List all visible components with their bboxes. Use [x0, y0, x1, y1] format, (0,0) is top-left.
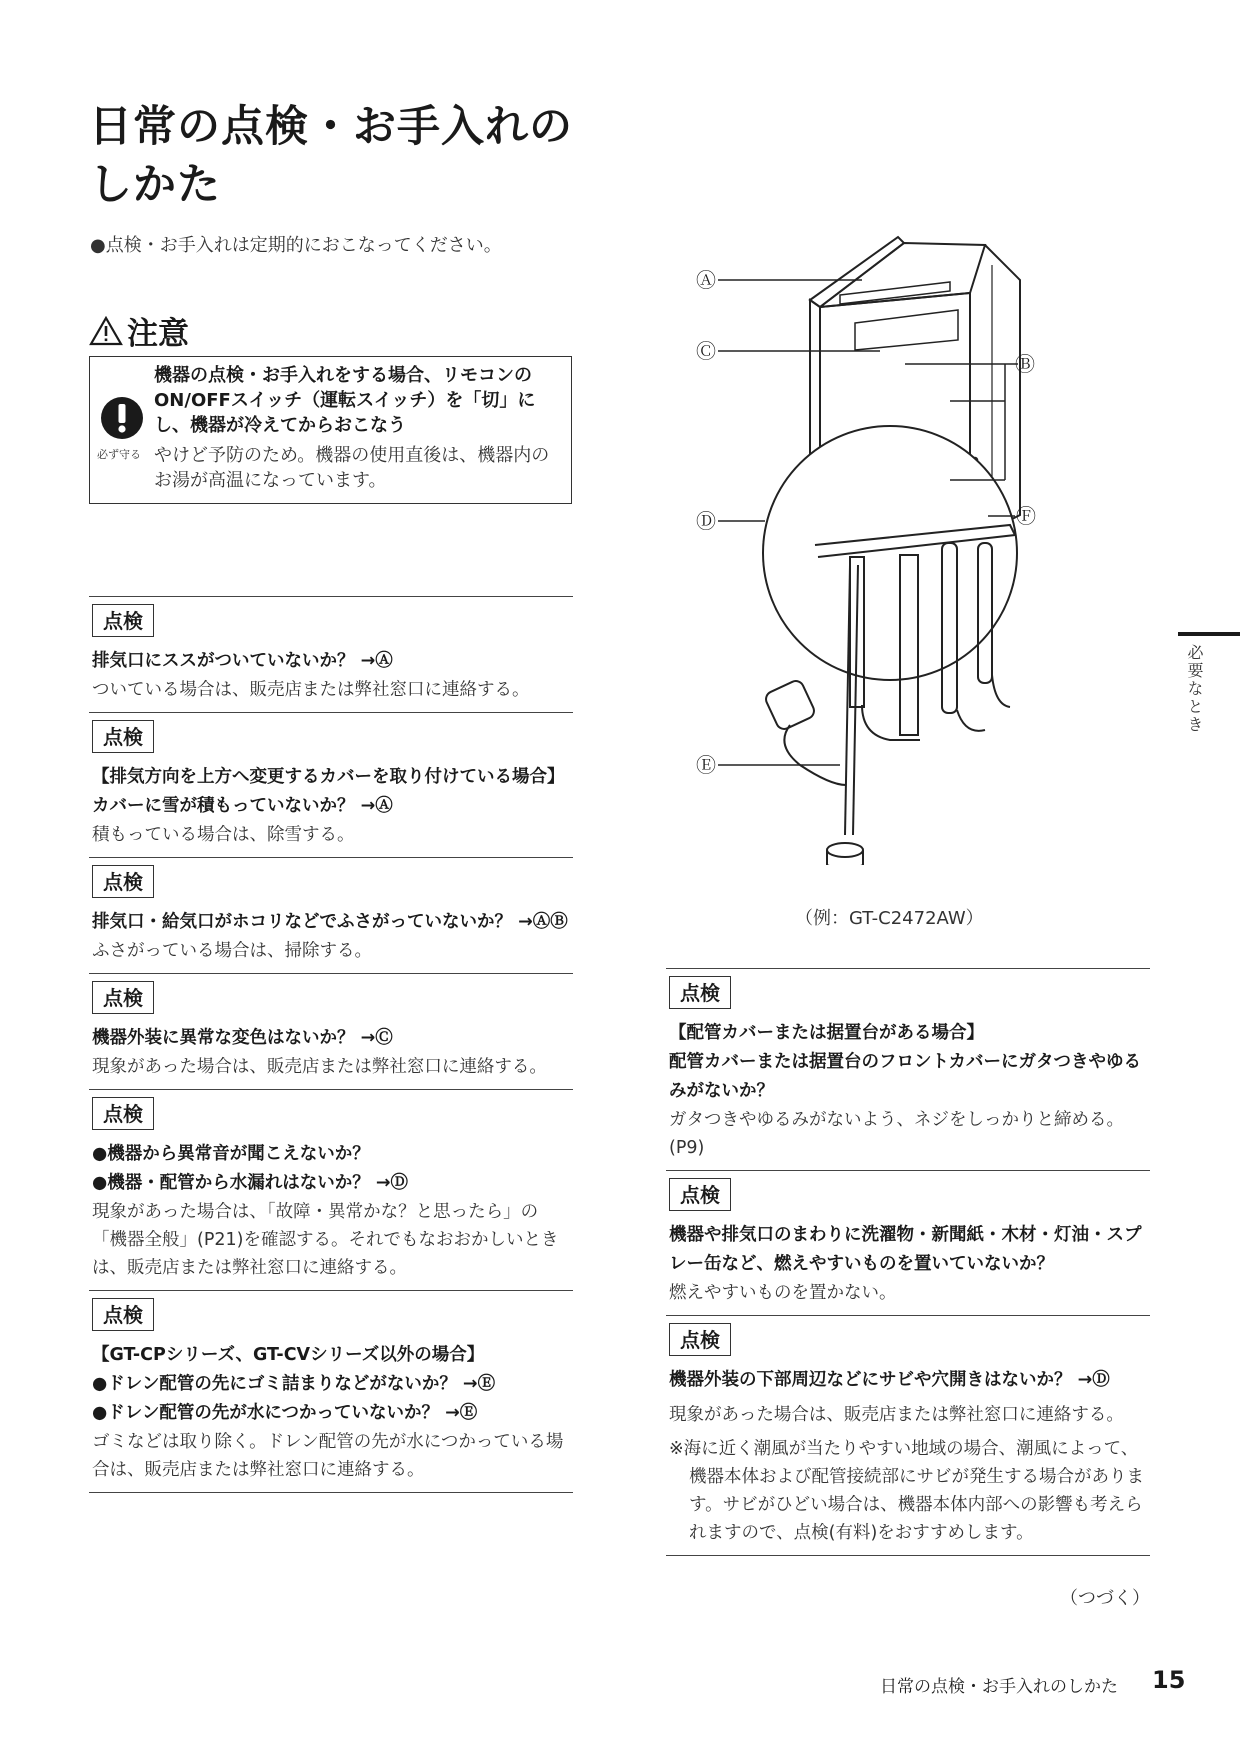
check-badge: 点検 — [669, 976, 731, 1009]
check-answer: 現象があった場合は、販売店または弊社窓口に連絡する。 — [669, 1405, 1124, 1425]
check-badge: 点検 — [92, 865, 154, 898]
check-section — [666, 968, 1150, 1170]
diagram-label-c: Ⓒ — [696, 339, 716, 363]
warning-triangle-icon — [89, 316, 123, 346]
check-badge: 点検 — [669, 1323, 731, 1356]
check-question: 機器や排気口のまわりに洗濯物・新聞紙・木材・灯油・スプレー缶など、燃えやすいものを置いていないか？ — [669, 1225, 1142, 1274]
caution-heading — [89, 308, 189, 353]
check-badge: 点検 — [92, 1298, 154, 1331]
check-note: ※海に近く潮風が当たりやすい地域の場合、潮風によって、機器本体および配管接続部にサビが発生する場合があります。サビがひどい場合は、機器本体内部への影響も考えられますので、点検(有料)をおすすめします。 — [669, 1439, 1144, 1543]
diagram-label-e: Ⓔ — [696, 753, 716, 777]
check-badge: 点検 — [92, 720, 154, 753]
check-question: 機器外装の下部周辺などにサビや穴開きはないか？ →Ⓓ — [669, 1370, 1110, 1390]
check-section — [666, 1315, 1150, 1556]
check-section — [666, 1170, 1150, 1315]
diagram-label-f: Ⓕ — [1016, 504, 1036, 528]
right-check-column — [666, 968, 1150, 1556]
check-answer: 積もっている場合は、除雪する。 — [92, 825, 355, 845]
check-question: 機器外装に異常な変色はないか？ →Ⓒ — [92, 1028, 393, 1048]
check-question: ●機器から異常音が聞こえないか？ — [92, 1144, 370, 1164]
check-answer: ふさがっている場合は、掃除する。 — [92, 941, 372, 961]
check-answer: 現象があった場合は、「故障・異常かな？と思ったら」の「機器全般」(P21)を確認する。それでもなおおかしいときは、販売店または弊社窓口に連絡する。 — [92, 1202, 559, 1278]
side-tab-label: 必要なとき — [1185, 644, 1204, 734]
caution-strong-text: 機器の点検・お手入れをする場合、リモコンのON/OFFスイッチ（運転スイッチ）を「切」にし、機器が冷えてからおこなう — [154, 365, 536, 436]
check-answer: 燃えやすいものを置かない。 — [669, 1283, 897, 1303]
diagram-label-a: Ⓐ — [696, 268, 716, 292]
footer-title: 日常の点検・お手入れのしかた — [880, 1677, 1118, 1697]
caution-heading-label: 注意 — [127, 316, 189, 352]
check-badge: 点検 — [669, 1178, 731, 1211]
check-question: 排気口・給気口がホコリなどでふさがっていないか？ →ⒶⒷ — [92, 912, 568, 932]
check-question: ●ドレン配管の先にゴミ詰まりなどがないか？ →Ⓔ — [92, 1374, 496, 1394]
check-answer: ゴミなどは取り除く。ドレン配管の先が水につかっている場合は、販売店または弊社窓口に連絡する。 — [92, 1432, 564, 1480]
check-question: 【排気方向を上方へ変更するカバーを取り付けている場合】 — [92, 767, 565, 787]
check-section — [89, 1089, 573, 1290]
check-section — [89, 596, 573, 712]
diagram-caption: （例：GT-C2472AW） — [795, 908, 984, 929]
page-title: 日常の点検・お手入れのしかた — [89, 102, 573, 210]
caution-text: やけど予防のため。機器の使用直後は、機器内のお湯が高温になっています。 — [154, 445, 550, 491]
diagram-label-b: Ⓑ — [1015, 352, 1035, 376]
check-question: ●機器・配管から水漏れはないか？ →Ⓓ — [92, 1173, 409, 1193]
check-question: 排気口にススがついていないか？ →Ⓐ — [92, 651, 393, 671]
check-badge: 点検 — [92, 604, 154, 637]
left-check-column — [89, 596, 573, 1493]
diagram-label-d: Ⓓ — [696, 509, 716, 533]
check-question: 【配管カバーまたは据置台がある場合】 — [669, 1023, 984, 1043]
check-section — [89, 712, 573, 857]
caution-icon-label: 必ず守る — [97, 448, 141, 461]
check-question: カバーに雪が積もっていないか？ →Ⓐ — [92, 796, 393, 816]
continue-note: （つづく） — [1060, 1588, 1150, 1609]
exclamation-circle-icon — [100, 396, 144, 444]
check-question: 配管カバーまたは据置台のフロントカバーにガタつきやゆるみがないか？ — [669, 1052, 1141, 1101]
check-question: ●ドレン配管の先が水につかっていないか？ →Ⓔ — [92, 1403, 478, 1423]
check-question: 【GT-CPシリーズ、GT-CVシリーズ以外の場合】 — [92, 1345, 485, 1365]
check-badge: 点検 — [92, 981, 154, 1014]
check-section — [89, 857, 573, 973]
check-badge: 点検 — [92, 1097, 154, 1130]
caution-box — [89, 356, 572, 504]
check-answer: ガタつきやゆるみがないよう、ネジをしっかりと締める。(P9) — [669, 1110, 1124, 1158]
check-section — [89, 1290, 573, 1493]
check-answer: ついている場合は、販売店または弊社窓口に連絡する。 — [92, 680, 530, 700]
check-answer: 現象があった場合は、販売店または弊社窓口に連絡する。 — [92, 1057, 547, 1077]
check-section — [89, 973, 573, 1089]
page-number: 15 — [1152, 1666, 1186, 1694]
side-tab-bar — [1178, 632, 1240, 636]
intro-text: ●点検・お手入れは定期的におこなってください。 — [90, 235, 502, 256]
water-heater-diagram — [680, 225, 1160, 865]
